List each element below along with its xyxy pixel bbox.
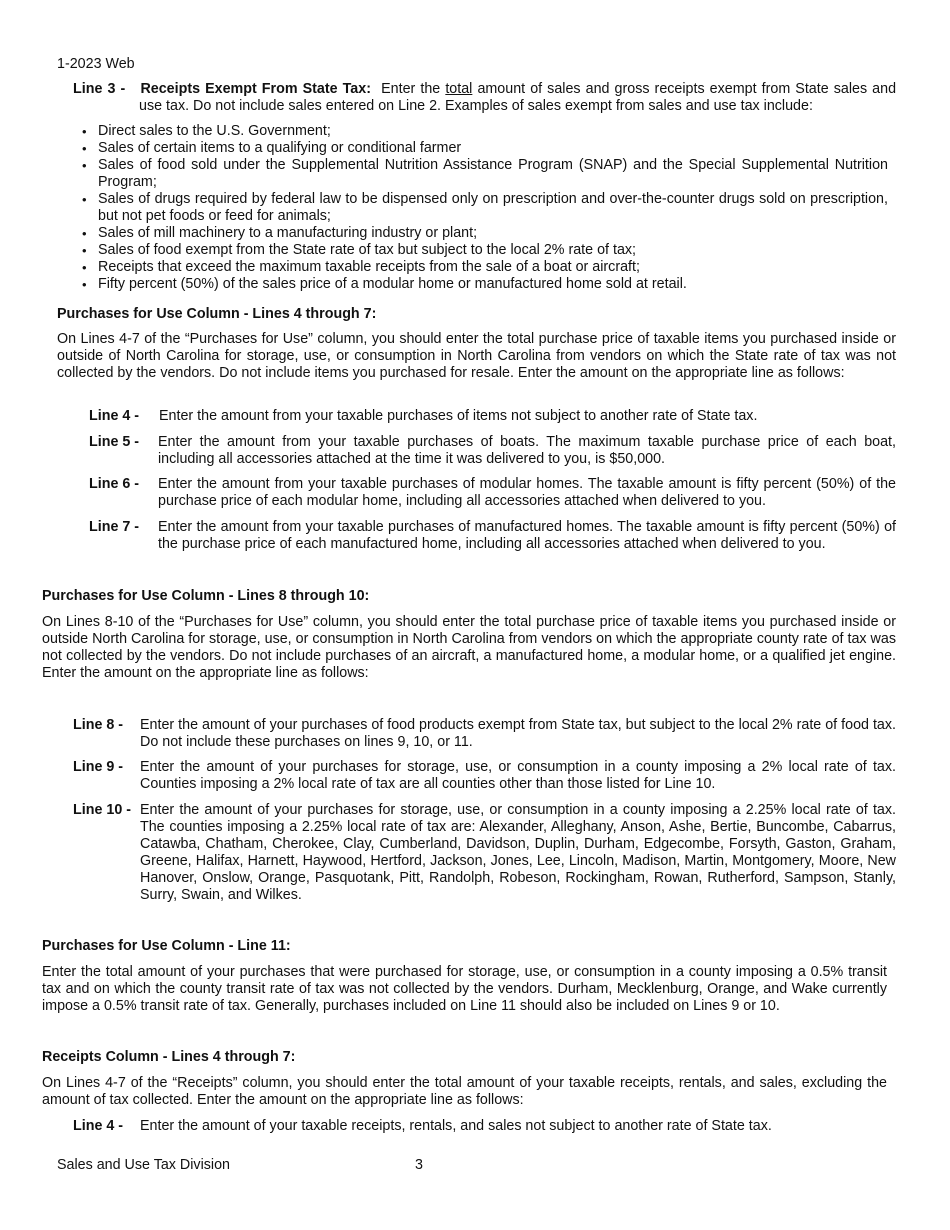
section1-intro: On Lines 4-7 of the “Purchases for Use” column, you should enter the total purchase price of taxable items you purchased inside or outside of North Carolina for storage, use, or consumption in North Carolina from vendors on which the State rate of tax was not collected by the vendors. Do not include items you purchased for resale. Enter the amount on the appropriate line as follows: <box>57 331 896 381</box>
section2-line10 <box>73 802 896 904</box>
line-text: Enter the amount of your taxable receipts, rentals, and sales not subject to another rate of State tax. <box>140 1118 772 1134</box>
section4-line4 <box>73 1118 896 1135</box>
section4-heading: Receipts Column - Lines 4 through 7: <box>42 1049 296 1065</box>
footer-division: Sales and Use Tax Division <box>57 1157 230 1173</box>
list-item: • Receipts that exceed the maximum taxable receipts from the sale of a boat or aircraft; <box>82 259 888 276</box>
list-item: • Direct sales to the U.S. Government; <box>82 123 888 140</box>
line-label: Line 8 - <box>73 717 124 733</box>
exempt-examples-list <box>82 123 888 293</box>
section2-line8 <box>73 717 896 751</box>
line-label: Line 9 - <box>73 759 124 775</box>
section4-intro: On Lines 4-7 of the “Receipts” column, you should enter the total amount of your taxable receipts, rentals, and sales, excluding the amount of tax collected. Enter the amount on the appropriate line as follows: <box>42 1075 887 1108</box>
line-label: Line 10 - <box>73 802 131 818</box>
line-label: Line 6 - <box>89 476 140 492</box>
line-label: Line 4 - <box>73 1118 124 1134</box>
list-item: • Sales of drugs required by federal law to be dispensed only on prescription and over-the-counter drugs sold on prescription, but not pet foods or feed for animals; <box>82 191 888 225</box>
page-number: 3 <box>415 1157 423 1173</box>
section2-intro: On Lines 8-10 of the “Purchases for Use” column, you should enter the total purchase price of taxable items you purchased inside or outside North Carolina for storage, use, or consumption in North Carolina from vendors on which the appropriate county rate of tax was not collected by the vendors. Do not include purchases of an aircraft, a manufactured home, a modular home, or a qualified jet engine. Enter the amount on the appropriate line as follows: <box>42 614 896 681</box>
line-text: Enter the amount of your purchases of food products exempt from State tax, but subject to the local 2% rate of food tax. Do not include these purchases on lines 9, 10, or 11. <box>140 717 896 750</box>
line-text: Enter the amount from your taxable purchases of manufactured homes. The taxable amount is fifty percent (50%) of the purchase price of each manufactured home, including all accessories attached when delivered to you. <box>158 519 896 552</box>
line3-underlined: total <box>445 81 473 97</box>
section1-heading: Purchases for Use Column - Lines 4 through 7: <box>57 306 377 322</box>
line3-text-after: amount of sales and gross receipts exempt from State sales and use tax. Do not include sales entered on Line 2. Examples of sales exempt from sales and use tax include: <box>139 81 897 114</box>
line3-title: Receipts Exempt From State Tax: <box>140 81 371 97</box>
list-item: • Fifty percent (50%) of the sales price of a modular home or manufactured home sold at retail. <box>82 276 888 293</box>
line-text: Enter the amount from your taxable purchases of modular homes. The taxable amount is fifty percent (50%) of the purchase price of each modular home, including all accessories attached when delivered to you. <box>158 476 896 509</box>
line-text: Enter the amount from your taxable purchases of boats. The maximum taxable purchase price of each boat, including all accessories attached at the time it was delivered to you, is $50,000. <box>158 434 896 467</box>
line-text: Enter the amount of your purchases for storage, use, or consumption in a county imposing a 2% local rate of tax. Counties imposing a 2% local rate of tax are all counties other than those listed for Line 10. <box>140 759 896 792</box>
section3-heading: Purchases for Use Column - Line 11: <box>42 938 291 954</box>
list-item: • Sales of food exempt from the State rate of tax but subject to the local 2% rate of tax; <box>82 242 888 259</box>
section1-line7 <box>89 519 896 553</box>
section1-line5 <box>89 434 896 468</box>
section1-line6 <box>89 476 896 510</box>
revision-label: 1-2023 Web <box>57 56 135 72</box>
line-text: Enter the amount of your purchases for storage, use, or consumption in a county imposing a 2.25% local rate of tax. The counties imposing a 2.25% local rate of tax are: Alexander, Alleghany, Anson, Ashe, Bertie, Buncombe, Cabarrus, Catawba, Chatham, Cherokee, Clay, Cumberland, Davidson, Duplin, Durham, Edgecombe, Forsyth, Gaston, Graham, Greene, Halifax, Harnett, Haywood, Hertford, Jackson, Jones, Lee, Lincoln, Madison, Martin, Montgomery, Moore, New Hanover, Onslow, Orange, Pasquotank, Pitt, Randolph, Robeson, Rockingham, Rowan, Rutherford, Sampson, Stanly, Surry, Swain, and Wilkes. <box>140 802 896 903</box>
line3-label: Line 3 - <box>73 81 126 97</box>
line-label: Line 5 - <box>89 434 140 450</box>
list-item: • Sales of food sold under the Supplemental Nutrition Assistance Program (SNAP) and the Special Supplemental Nutrition Program; <box>82 157 888 191</box>
line-label: Line 7 - <box>89 519 140 535</box>
line3-block <box>73 81 896 115</box>
section2-line9 <box>73 759 896 793</box>
line-text: Enter the amount from your taxable purchases of items not subject to another rate of State tax. <box>159 408 758 424</box>
section2-heading: Purchases for Use Column - Lines 8 through 10: <box>42 588 370 604</box>
list-item: • Sales of certain items to a qualifying or conditional farmer <box>82 140 888 157</box>
list-item: • Sales of mill machinery to a manufacturing industry or plant; <box>82 225 888 242</box>
section1-line4 <box>89 408 896 425</box>
line3-text-before: Enter the <box>381 81 441 97</box>
line-label: Line 4 - <box>89 408 140 424</box>
section3-text: Enter the total amount of your purchases that were purchased for storage, use, or consumption in a county imposing a 0.5% transit tax and on which the county transit rate of tax was not collected by the vendors. Durham, Mecklenburg, Orange, and Wake currently impose a 0.5% transit rate of tax. Generally, purchases included on Line 11 should also be included on Lines 9 or 10. <box>42 964 887 1014</box>
